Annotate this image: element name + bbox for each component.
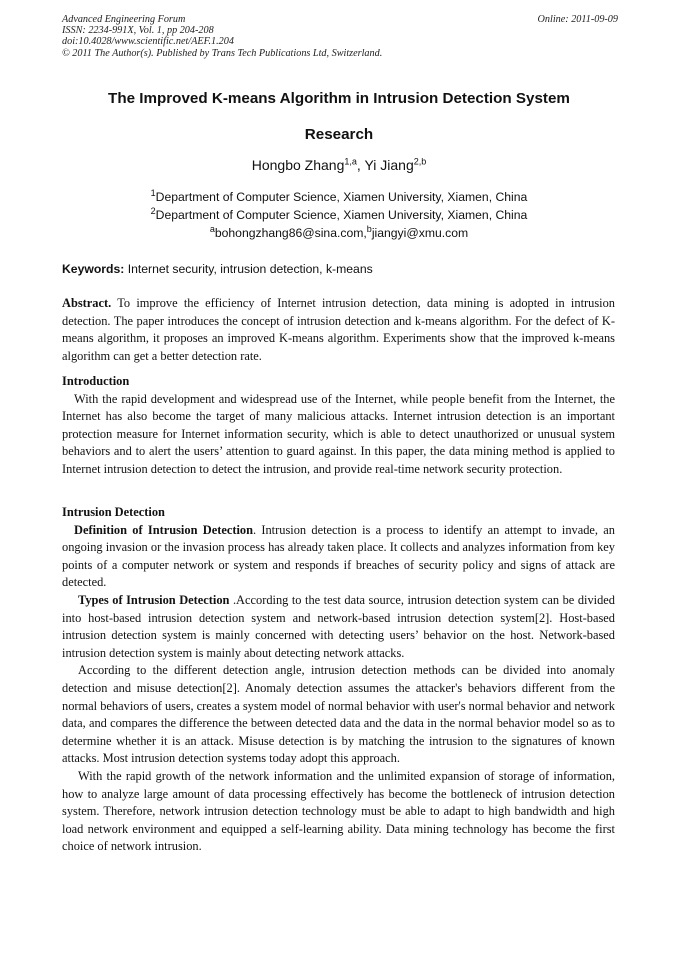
types-text: .According to the test data source, intrusion detection system can be divided into host-based intrusion detection system and network-based intrusion detection system[2]. Host-based intrusion detection system is mainly concerned with detecting users’ behavior on the host. Network-based intrusion detection system is mainly about detecting network attacks.: [62, 592, 615, 660]
email-address: bohongzhang86@sina.com,: [214, 226, 367, 240]
introduction-heading: Introduction: [62, 374, 130, 388]
abstract-paragraph: [62, 295, 615, 365]
affiliation-superscript: 2: [150, 205, 156, 216]
author-name: Hongbo Zhang: [251, 157, 345, 173]
abstract-label: Abstract.: [62, 296, 112, 310]
author-superscript: 2,b: [413, 156, 427, 167]
data-mining-paragraph: With the rapid growth of the network information and the unlimited expansion of storage of information, how to analyze large amount of data processing effectively has become the bottleneck of intrusion detection system. Therefore, network intrusion detection technology must be able to adapt to high bandwidth and high load network environment and equipped a self-learning ability. Data mining technology has become the first choice of network intrusion.: [62, 768, 615, 854]
definition-runin-heading: Definition of Intrusion Detection: [74, 522, 253, 537]
introduction-section: [62, 373, 615, 479]
paper-title-line-1: The Improved K-means Algorithm in Intrusion Detection System: [108, 90, 570, 107]
keywords-text: Internet security, intrusion detection, k-means: [124, 262, 373, 276]
intrusion-detection-heading: Intrusion Detection: [62, 505, 165, 519]
doi-line: doi:10.4028/www.scientific.net/AEF.1.204: [62, 36, 234, 48]
author-separator: ,: [356, 157, 365, 173]
author-list: [40, 157, 638, 173]
abstract: [62, 295, 615, 365]
copyright-line: © 2011 The Author(s). Published by Trans Tech Publications Ltd, Switzerland.: [62, 47, 383, 59]
affiliation-superscript: 1: [150, 187, 156, 198]
types-paragraph: [62, 592, 615, 662]
affiliation-text: Department of Computer Science, Xiamen University, Xiamen, China: [155, 208, 528, 222]
affiliation-text: Department of Computer Science, Xiamen University, Xiamen, China: [155, 190, 528, 204]
detection-methods-paragraph: According to the different detection angle, intrusion detection methods can be divided into anomaly detection and misuse detection[2]. Anomaly detection assumes the attacker's behaviors different from the normal behaviors of users, creates a system model of normal behavior with user's normal behavior and network data, and compares the difference the between detected data and the data in the normal behavior model so as to determine whether it is an attack. Misuse detection is by matching the intrusion to the signatures of known attacks. Most intrusion detection systems today adopt this approach.: [62, 663, 615, 766]
journal-header: [62, 14, 618, 59]
author-emails: [40, 223, 638, 240]
types-runin-heading: Types of Intrusion Detection: [78, 592, 230, 607]
author-superscript: 1,a: [344, 156, 357, 167]
paper-title-line-2: Research: [304, 126, 374, 143]
email-address: jiangyi@xmu.com: [371, 226, 469, 240]
issn-line: ISSN: 2234-991X, Vol. 1, pp 204-208: [62, 25, 214, 37]
definition-text: . Intrusion detection is a process to identify an attempt to invade, an ongoing invasion or the invasion process has already taken place. It collects and analyzes information from key points of a computer network or system and responds if breaches of security policy and signs of attack are detected.: [62, 522, 615, 590]
online-date: Online: 2011-09-09: [537, 14, 618, 25]
introduction-paragraph: With the rapid development and widespread use of the Internet, while people benefit from the Internet, the Internet has also become the target of many malicious attacks. Internet intrusion detection is an important protection measure for Internet information security, which is able to detect unauthorized or unusual system behaviors and to alert the users’ attention to guard against. In this paper, the data mining method is applied to Internet intrusion detection to detect the intrusion, and provide real-time network security protection.: [62, 391, 615, 476]
definition-paragraph: [62, 522, 615, 592]
keywords-label: Keywords:: [62, 262, 125, 276]
affiliation-1: [40, 187, 638, 204]
email-superscript: b: [366, 223, 372, 234]
abstract-text: To improve the efficiency of Internet intrusion detection, data mining is adopted in intrusion detection. The paper introduces the concept of intrusion detection and k-means algorithm. For the defect of K-means algorithm, it proposes an improved K-means algorithm. Experiments show that the improved k-means algorithm can get a better detection rate.: [62, 296, 615, 363]
affiliation-2: [40, 205, 638, 222]
email-superscript: a: [209, 223, 215, 234]
journal-name: Advanced Engineering Forum: [62, 14, 186, 25]
intrusion-detection-section: [62, 504, 615, 856]
keywords: [62, 262, 618, 276]
author-name: Yi Jiang: [364, 157, 414, 173]
